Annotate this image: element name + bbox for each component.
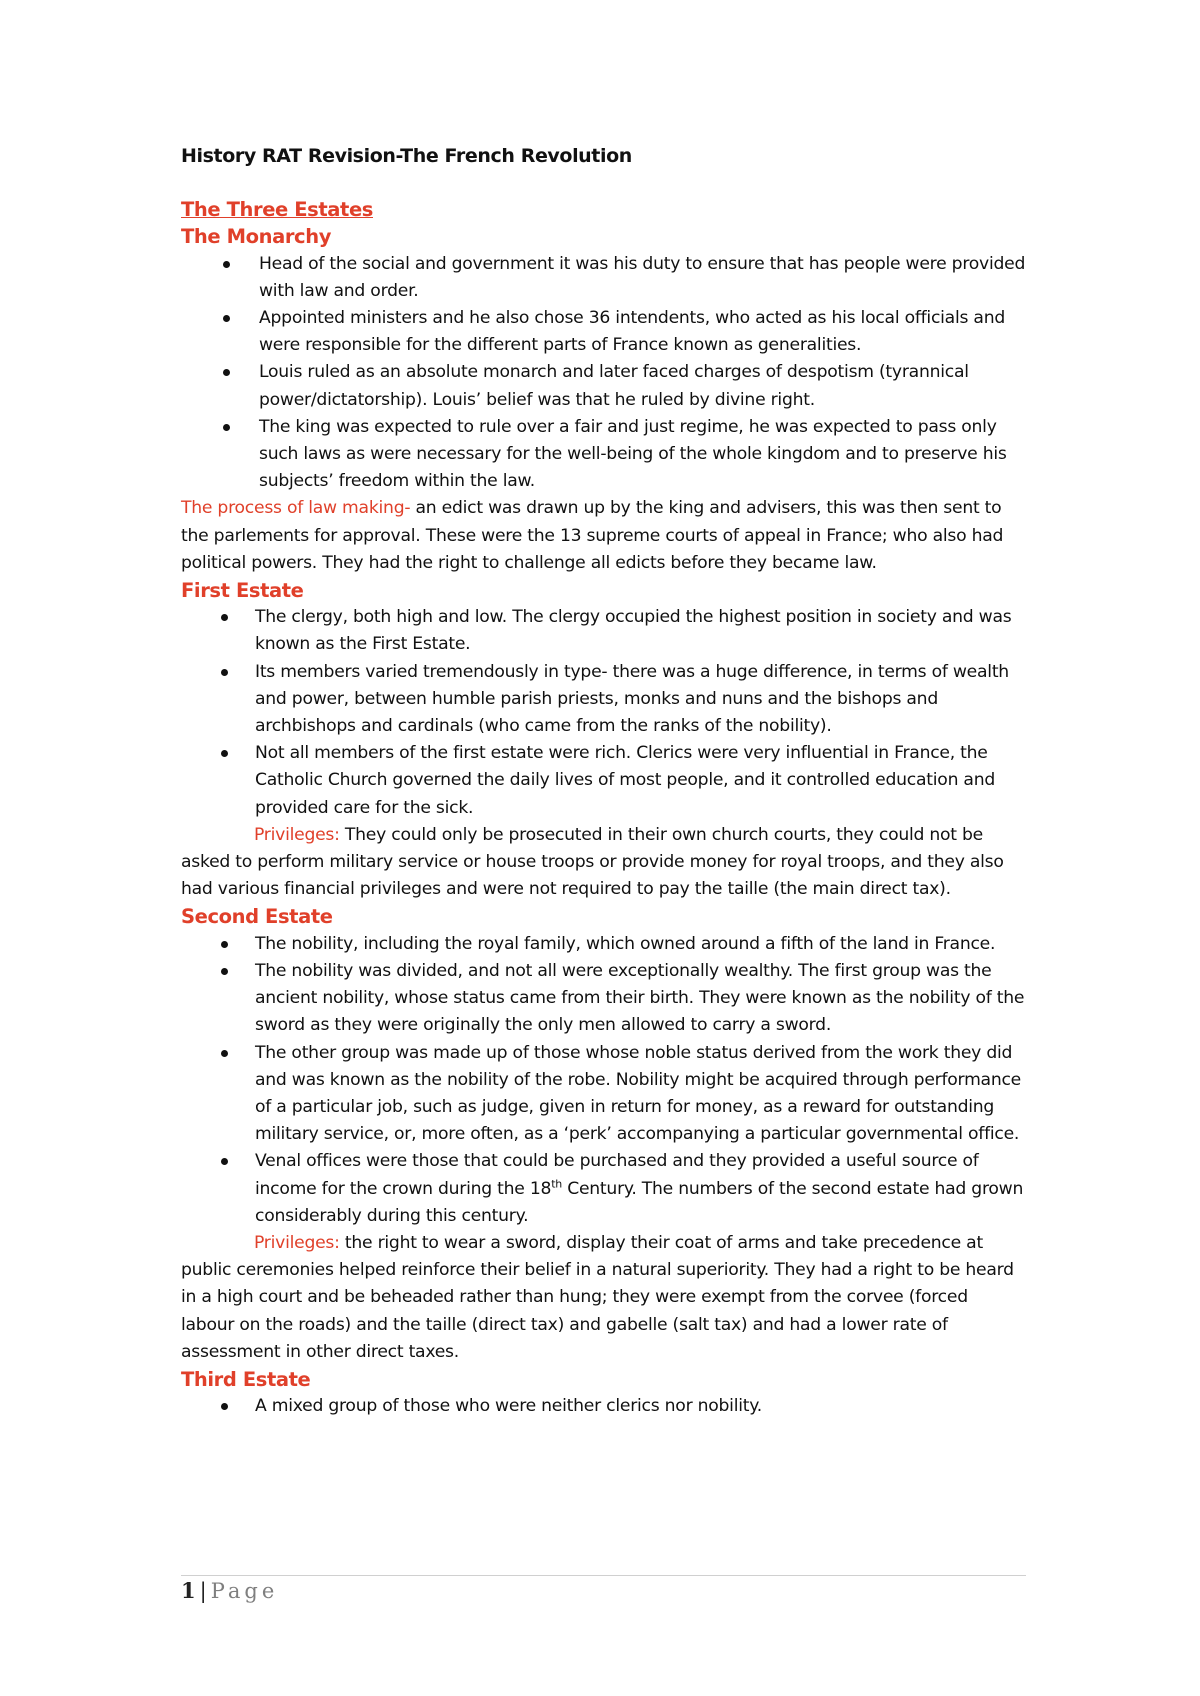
list-item: The nobility, including the royal family, which owned around a fifth of the land in France. [181, 931, 1026, 958]
first-estate-list [181, 604, 1026, 822]
second-estate-list [181, 931, 1026, 1230]
law-making-paragraph: The process of law making- an edict was drawn up by the king and advisers, this was then sent to the parlements for approval. These were the 13 supreme courts of appeal in France; who also had political powers. They had the right to challenge all edicts before they became law. [181, 498, 1004, 573]
bullet-icon [221, 750, 228, 757]
privileges-label: Privileges: [254, 824, 340, 845]
bullet-icon [221, 1050, 228, 1057]
bullet-icon [223, 424, 230, 431]
list-item: Not all members of the first estate were rich. Clerics were very influential in France, the Catholic Church governed the daily lives of most people, and it controlled education and provided care for the sick. [181, 740, 1026, 822]
bullet-icon [223, 369, 230, 376]
third-estate-list [181, 1393, 1026, 1420]
list-item: A mixed group of those who were neither clerics nor nobility. [181, 1393, 1026, 1420]
law-making-label: The process of law making- [181, 498, 411, 519]
footer-divider [181, 1575, 1026, 1576]
list-item: The nobility was divided, and not all were exceptionally wealthy. The first group was the ancient nobility, whose status came from their birth. They were known as the nobility of the sword as they were originally the only men allowed to carry a sword. [181, 958, 1026, 1040]
heading-second-estate: Second Estate [181, 905, 333, 929]
page-number: 1 [181, 1578, 196, 1603]
bullet-icon [221, 1158, 228, 1165]
first-estate-privileges: Privileges: They could only be prosecuted in their own church courts, they could not be asked to perform military service or house troops or provide money for royal troops, and they also had various financial privileges and were not required to pay the taille (the main direct tax). [181, 824, 1004, 900]
heading-monarchy: The Monarchy [181, 225, 332, 249]
list-item: Venal offices were those that could be purchased and they provided a useful source of income for the crown during the 18th Century. The numbers of the second estate had grown considerably during this century. [181, 1148, 1026, 1230]
document-body [181, 143, 1026, 1420]
list-item: Louis ruled as an absolute monarch and later faced charges of despotism (tyrannical power/dictatorship). Louis’ belief was that he ruled by divine right. [181, 359, 1026, 413]
document-title: History RAT Revision-The French Revolution [181, 145, 632, 167]
heading-three-estates: The Three Estates [181, 198, 373, 222]
bullet-icon [221, 1403, 228, 1410]
heading-third-estate: Third Estate [181, 1367, 311, 1391]
page-footer [181, 1578, 278, 1603]
monarchy-list [181, 251, 1026, 496]
footer-separator: | [199, 1579, 207, 1603]
list-item: The other group was made up of those whose noble status derived from the work they did and was known as the nobility of the robe. Nobility might be acquired through performance of a particular job, such as judge, given in return for money, as a reward for outstanding military service, or, more often, as a ‘perk’ accompanying a particular governmental office. [181, 1040, 1026, 1149]
list-item: Appointed ministers and he also chose 36 intendents, who acted as his local officials and were responsible for the different parts of France known as generalities. [181, 305, 1026, 359]
bullet-icon [221, 968, 228, 975]
list-item: The clergy, both high and low. The clergy occupied the highest position in society and was known as the First Estate. [181, 604, 1026, 658]
second-estate-privileges: Privileges: the right to wear a sword, display their coat of arms and take precedence at public ceremonies helped reinforce their belief in a natural superiority. They had a right to be heard in a high court and be beheaded rather than hung; they were exempt from the corvee (forced labour on the roads) and the taille (direct tax) and gabelle (salt tax) and had a lower rate of assessment in other direct taxes. [181, 1232, 1014, 1362]
bullet-icon [221, 614, 228, 621]
bullet-icon [223, 261, 230, 268]
privileges-label: Privileges: [254, 1232, 340, 1253]
bullet-icon [223, 315, 230, 322]
page-label: Page [210, 1579, 279, 1603]
list-item: The king was expected to rule over a fair and just regime, he was expected to pass only such laws as were necessary for the well-being of the whole kingdom and to preserve his subjects’ freedom within the law. [181, 414, 1026, 496]
heading-first-estate: First Estate [181, 579, 304, 603]
bullet-icon [221, 669, 228, 676]
list-item: Its members varied tremendously in type- there was a huge difference, in terms of wealth and power, between humble parish priests, monks and nuns and the bishops and archbishops and cardinals (who came from the ranks of the nobility). [181, 659, 1026, 741]
bullet-icon [221, 941, 228, 948]
list-item: Head of the social and government it was his duty to ensure that has people were provided with law and order. [181, 251, 1026, 305]
